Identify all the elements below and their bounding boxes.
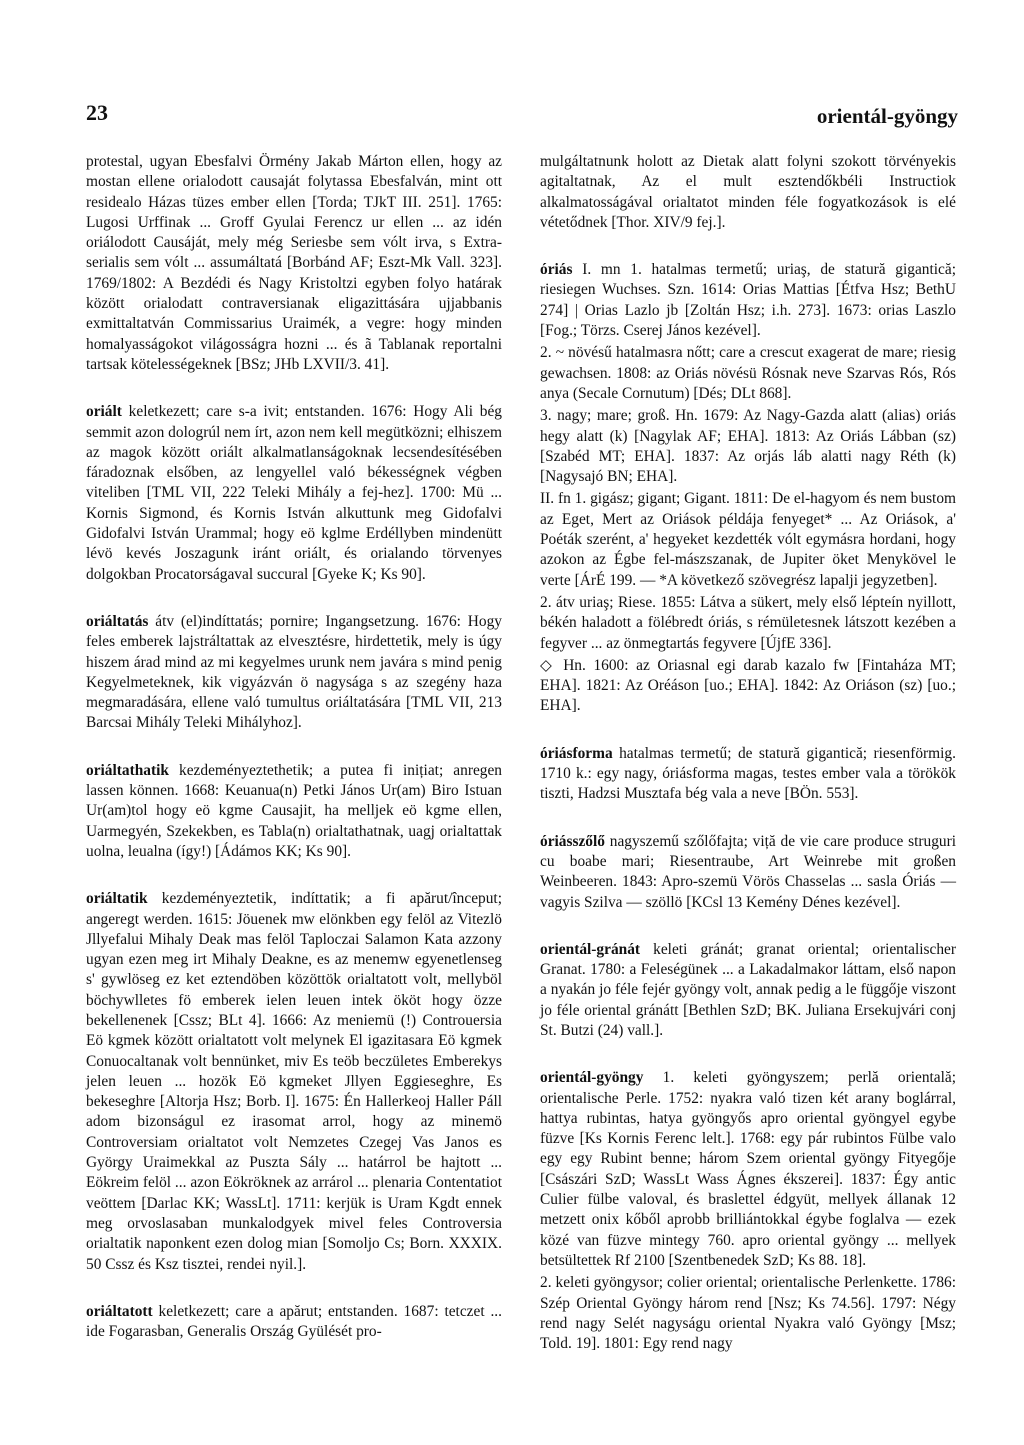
- entry-oriental-gyongy: [540, 1068, 956, 1354]
- headword: oriált: [86, 403, 122, 421]
- headword: orientál-gránát: [540, 940, 641, 958]
- entry-text: oriáltatott keletkezett; care a apărut; entstanden. 1687: tetczet ... ide Fogarasban, Generalis Ország Gyülését pro-: [86, 1302, 502, 1341]
- headword: oriáltatás: [86, 612, 149, 630]
- headword: óriás: [540, 261, 573, 279]
- entry-text: oriáltathatik kezdeményeztethetik; a putea fi inițiat; anregen lassen können. 1668: Keuanua(n) Petki János Ur(am) Biro Istuan Ur(am)tol hogy eö kgme Causajit, ha melljek eö kgme ellen, Uarmegyén, Szekekben, es Tabla(n) orialtathatnak, uagj orialtattak uolna, leualna (így!) [Ádámos KK; Ks 90].: [86, 761, 502, 860]
- entry-sense: ◇ Hn. 1600: az Oriasnal egi darab kazalo fw [Fintaháza MT; EHA]. 1821: Az Oréáson [uo.; EHA]. 1842: Az Oriáson (sz) [uo.; EHA].: [540, 656, 956, 715]
- entry-orialtatik: [86, 889, 502, 1275]
- entry-text: orientál-gyöngy 1. keleti gyöngyszem; perlă orientală; orientalische Perle. 1752: nyakra való tizen két arany boglárral, hattya rubintas, hatya gyöngyős apro oriental gyöngyel egybe füzve [Ks Kornis Ferenc lelt.]. 1768: egy pár rubintos Fülbe valo egy egy Rubint benne; három Szem oriental gyöngy Fityegője [Császári SzD; WassLt Wass Ágnes ékszerei]. 1837: Égy antic Culier fülbe valoval, és braslettel édgyüt, mellyek állanak 12 metzett onix kőből aprobb brilliántokkal égybe foglalva — ezek közé van füzve mintegy 760. apro oriental gyöngy ... mellyek betsültettek Rf 2100 [Szentbenedek SzD; Ks 88. 18].: [540, 1069, 957, 1269]
- entry-continuation: [540, 152, 956, 233]
- entry-text: oriáltatik kezdeményeztetik, indíttatik; a fi apărut/început; angeregt werden. 1615: Jöuenek mw elönkben egy felöl az Vitezlö Jllyefalui Mihaly Deak mas felöl Taploczai Salamon Kata azzony ugyan ezen meg irt Mihaly Deakne, es az menemw egyenetlenseg s' gywlöseg ez ket eztendöben közöttök orialtatott volt, mellyböl böchywlletes fö emberek ielen leuen intek ököt hogy özze bekellenenek [Cssz; BLt 4]. 1666: Az meniemü (!) Controuersia Eö kgmek között orialtatott volt melynek El igazitasara Eö kgmek Conuocaltanak volt bennünket, miv Es teöb beczületes Emberekys jelen leuen ... hozök Eö kgmeket Jllyen Eggieseghre, Es bekeseghre [Altorja Hsz; Borb. I]. 1675: Én Hallerkeoj Haller Páll adom bizonságul ez irasomat arrol, hogy az minemö Controversiam orialtatot volt Nemzetes Czegej Vas Janos es György Uraimekkal az Puszta Sály ... határrol be hajtott ... Eökreim felöl ... azon Eökröknek az arrárol ... plenaria Contentatiot veöttem [Darlac KK; WassLt]. 1711: kerjük is Uram Kgdt ennek meg orvoslasaban munkalodgyek mivel feles Controversia orialtatik naponkent ezen dolog mian [Somoljo Cs; Born. XXXIX. 50 Cssz és Ksz tisztei, rendei nyil.].: [86, 890, 502, 1273]
- entry-sense: II. fn 1. gigász; gigant; Gigant. 1811: De el-hagyom és nem bustom az Eget, Mert az Oriások példája fenyeget* ... Az Oriások, a' Poéták szerént, a' hegyeket kezdették vólt egymásra hordani, hogy azokon az Égbe fel-mászszanak, de Jupiter öket Menykövel le verte [ÁrÉ 199. — *A következő szövegrész lapalji jegyzetben].: [540, 490, 956, 589]
- running-head: orientál-gyöngy: [816, 104, 958, 128]
- headword: orientál-gyöngy: [540, 1069, 644, 1087]
- page-number: 23: [86, 100, 108, 125]
- entry-orialt: [86, 402, 502, 585]
- entry-text: óriásforma hatalmas termetű; de statură gigantică; riesenförmig. 1710 k.: egy nagy, óriásforma magas, testes ember vala a törökök tiszti, Hadzsi Musztafa bég vala a neve [BÖn. 553].: [540, 744, 956, 803]
- entry-sense: 2. keleti gyöngysor; colier oriental; orientalische Perlenkette. 1786: Szép Oriental Gyöngy három rend [Nsz; Ks 74.56]. 1797: Négy rend nagy Selét nagyságu oriental Nyakra való Gyöngy [Msz; Told. 19]. 1801: Egy rend nagy: [540, 1274, 956, 1353]
- entry-text: óriás I. mn 1. hatalmas termetű; uriaş, de statură gigantică; riesiegen Wuchses. Szn. 1614: Orias Mattias [Étfva Hsz; BethU 274] | Orias Lazlo jb [Zoltán Hsz; i.h. 273]. 1673: orias Laszlo [Fog.; Törzs. Cserej János kezével].: [540, 261, 956, 340]
- headword: óriásforma: [540, 744, 613, 762]
- headword: oriáltatott: [86, 1302, 153, 1320]
- entry-text: óriásszőlő nagyszemű szőlőfajta; viță de vie care produce struguri cu boabe mari; Riesentraube, Art Weinrebe mit großen Weinbeeren. 1843: Apro-szemü Vörös Chasselas ... sasla Óriás — vagyis Szilva — szöllö [KCsl 13 Kemény Dénes kezével].: [540, 832, 956, 911]
- entry-text: mulgáltatnunk holott az Dietak alatt folyni szokott törvényekis agitaltatnak, Az el mult esztendőkbéli Instructiok alkalmatosságával orialtatot minden féle fogyatkozások is elé vétetődnek [Thor. XIV/9 fej.].: [540, 153, 956, 231]
- entry-text: oriáltatás átv (el)indíttatás; pornire; Ingangsetzung. 1676: Hogy feles emberek lajstráltattak az elvesztésre, hirdettetik, mely is úgy hiszem árad mind az mi kegyelmes urunk nem javára s mind penig Kegyelmeteknek, kik vigyázván ö nagysága s az szegény haza megmaradására, ellene való tumultus oriáltatására [TML VII, 213 Barcsai Mihály Teleki Mihályhoz].: [86, 612, 502, 732]
- entry-orias: [540, 260, 956, 717]
- entry-orialtathatik: [86, 761, 502, 862]
- entry-sense: 3. nagy; mare; groß. Hn. 1679: Az Nagy-Gazda alatt (alias) oriás hegy alatt (k) [Nagylak AF; EHA]. 1813: Az Oriás Lábban (sz) [Szabéd MT; EHA]. 1837: Az orjás láb alatti nagy Réth (k) [Nagysajó BN; EHA].: [540, 407, 956, 486]
- right-column: [540, 152, 956, 1381]
- entry-orialtatas: [86, 612, 502, 734]
- entry-sense: 2. ~ növésű hatalmasra nőtt; care a crescut exagerat de mare; riesig gewachsen. 1808: az Oriás növésü Rósnak neve Szarvas Rós, Rós anya (Secale Cornutum) [Dés; DLt 868].: [540, 344, 956, 402]
- entry-sense: 2. átv uriaş; Riese. 1855: Látva a sükert, mely első lépteín nyillott, békén haladott a fölébredt óriás, s rémületesnek látszott kezében a fegyver ... az önmegtartás fegyvere [ÚjfE 336].: [540, 593, 956, 652]
- entry-oriasforma: [540, 744, 956, 805]
- entry-orialtatott: [86, 1302, 502, 1343]
- entry-continuation: [86, 152, 502, 375]
- headword: oriáltathatik: [86, 761, 169, 779]
- entry-oriental-granat: [540, 940, 956, 1041]
- entry-text: protestal, ugyan Ebesfalvi Örmény Jakab Márton ellen, hogy az mostan ellene orialodott causaját folytassa Ebesfalván, mint ott residealo Házas tüzes ember ellen [Torda; TJkT III. 251]. 1765: Lugosi Urffinak ... Groff Gyulai Ferencz ur ellen ... az idén oriálodott Causáját, mely még Seriesbe sem vólt irva, s Extra-serialis sem vólt ... assumáltatá [Borbánd AF; Eszt-Mk Vall. 323]. 1769/1802: A Bezdédi és Nagy Kristoltzi egyben folyo határak között orialodatt contraversianak eligazittására ujjabbanis exmittaltatván Commissarius Uraimék, a vegre: hogy minden homalyasságokot világosságra hozni ... és ã Tablanak reportalni tartsak kötelességeknek [BSz; JHb LXVII/3. 41].: [86, 153, 502, 373]
- entry-oriasszolo: [540, 832, 956, 913]
- headword: oriáltatik: [86, 890, 148, 908]
- entry-text: oriált keletkezett; care s-a ivit; entstanden. 1676: Hogy Ali bég semmit azon dologrúl nem írt, azon nem kell megütközni; elhiszem az magok között oriált alkalmatlanságoknak lecsendesítésében fáradoznak elsőben, az lengyellel való békességnek végben viteliben [TML VII, 222 Teleki Mihály a fej-hez]. 1700: Mü ... Kornis Sigmond, és Kornis István alkuttunk meg Gidofalvi Gidofalvi István Urammal; hogy eö kglme Erdéllyben mindenütt lévö kevés Joszagunk iránt oriált, és orialando törvenyes dolgokban Procatorságaval succural [Gyeke K; Ks 90].: [86, 403, 502, 583]
- left-column: [86, 152, 502, 1369]
- entry-text: orientál-gránát keleti gránát; granat oriental; orientalischer Granat. 1780: a Feleségünek ... a Lakadalmakor láttam, első napon a nyakán jo féle fejér gyöngy volt, annak pedig a le függője viszont jo féle oriental gránátt [Bethlen SzD; BK. Juliana Ersekujvári conj St. Butzi (24) vall.].: [540, 940, 957, 1039]
- headword: óriásszőlő: [540, 832, 605, 850]
